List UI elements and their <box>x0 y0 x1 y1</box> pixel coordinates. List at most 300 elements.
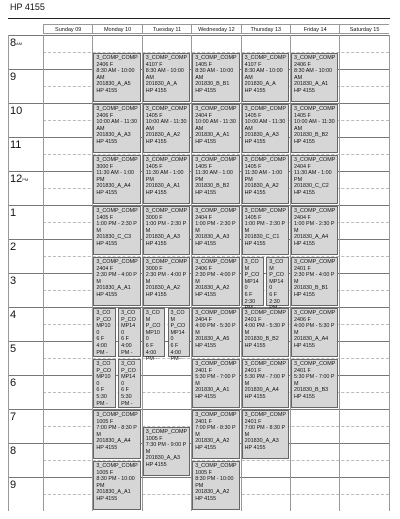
day-header: Monday 10 <box>92 24 141 34</box>
event-text-line: 3_COMP_COMP <box>294 208 336 214</box>
hour-number: 6 <box>10 377 17 389</box>
event-text-line: 201830_A_A3 <box>145 455 180 462</box>
event-text-line: MP140 <box>244 278 259 292</box>
event-text-line: 201830_A_A4 <box>96 183 131 190</box>
event-text-line: 8:30 PM - 10:00 PM <box>96 476 137 489</box>
event-text-line: 2404 F <box>96 265 114 272</box>
hour-line <box>8 35 389 36</box>
event-text-line: 201830_C_C2 <box>294 183 329 190</box>
event-text-line: 6 F <box>244 291 253 298</box>
event-text-line: 3_COMP_COMP <box>294 361 336 367</box>
day-header: Wednesday 12 <box>191 24 240 34</box>
event-text-line: 4:00 <box>121 342 132 349</box>
event-text-line: HP 4155 <box>195 291 217 298</box>
event-text-line: 3_COMP_COMP <box>294 157 336 163</box>
event-text-line: 3_COMP_COMP <box>195 55 237 61</box>
event-text-line: 3_COMP_COMP <box>145 208 188 214</box>
event-text-line: HP 4155 <box>244 189 266 196</box>
event-text-line: MP140 <box>121 374 136 387</box>
day-header: Tuesday 11 <box>142 24 191 34</box>
event-text-line: HP 4155 <box>195 87 217 94</box>
event-text-line: HP 4155 <box>145 87 167 94</box>
event-text-line: HP 4155 <box>195 342 217 349</box>
event-text-line: 10:00 AM - 11:30 AM <box>195 119 238 132</box>
event-text-line: 3_COMP_COMP <box>244 208 286 214</box>
event-text-line: 201830_A_A5 <box>96 81 131 88</box>
hour-label <box>10 344 16 355</box>
calendar-event[interactable] <box>143 104 190 153</box>
event-text-line: 201830_B_B1 <box>294 285 329 292</box>
calendar-event[interactable] <box>93 206 140 255</box>
hour-number: 2 <box>10 241 17 253</box>
calendar-event[interactable] <box>291 104 338 153</box>
calendar-event[interactable] <box>118 308 141 357</box>
event-text-line: 3_COMP_COMP <box>195 412 237 418</box>
calendar-grid <box>8 24 389 513</box>
event-text-line: 8:30 AM - 10:00 AM <box>294 68 334 81</box>
event-text-line: HP 4155 <box>96 444 118 451</box>
event-text-line: 3_CO <box>96 361 111 367</box>
calendar-event[interactable] <box>143 206 190 255</box>
day-header: Thursday 13 <box>241 24 290 34</box>
event-text-line: PM - <box>96 400 108 407</box>
event-text-line: 201830_A_A2 <box>195 285 230 292</box>
event-text-line: 1405 F <box>244 214 262 221</box>
event-text-line: 2406 F <box>294 61 311 68</box>
event-text-line: 4:00 <box>170 349 181 356</box>
calendar-event[interactable] <box>242 308 289 357</box>
calendar-event[interactable] <box>143 53 190 102</box>
event-text-line: PM - <box>170 356 182 363</box>
event-text-line: 201830_B_B3 <box>294 387 329 394</box>
event-text-line: 2406 F <box>96 112 114 119</box>
event-text-line: HP 4155 <box>96 495 118 502</box>
calendar-event[interactable] <box>93 257 140 306</box>
event-text-line: 10:00 AM - 11:30 AM <box>96 119 139 132</box>
hour-number: 1 <box>10 207 17 219</box>
hour-number: 10 <box>10 105 23 117</box>
event-text-line: HP 4155 <box>96 87 118 94</box>
event-text-line: 3_COMP_COMP <box>195 157 237 163</box>
event-text-line: P_CO <box>170 323 186 330</box>
event-text-line: HP 4155 <box>195 138 217 145</box>
event-text-line: 1005 F <box>195 469 212 476</box>
event-text-line: HP 4155 <box>145 189 167 196</box>
event-text-line: 3_COMP_COMP <box>96 55 138 61</box>
event-text-line: 5:30 PM - 7:00 PM <box>244 374 286 387</box>
event-text-line: P_CO <box>96 316 112 323</box>
event-text-line: 3_COMP_COMP <box>244 310 286 316</box>
event-text-line: 201830_A_A2 <box>195 438 230 445</box>
event-text-line: 201830_A_A <box>145 81 177 88</box>
event-text-line: 3_COMP_COMP <box>145 157 188 163</box>
event-text-line: 201830_A_A5 <box>195 336 230 343</box>
calendar-event[interactable] <box>291 308 338 357</box>
event-text-line: 201830_A_A2 <box>244 183 279 190</box>
calendar-event[interactable] <box>291 53 338 102</box>
event-text-line: HP 4155 <box>244 240 266 247</box>
event-text-line: 4:00 <box>145 349 157 356</box>
calendar-event[interactable] <box>291 155 338 204</box>
hour-number: 3 <box>10 275 17 287</box>
event-text-line: 1005 F <box>145 435 163 442</box>
event-text-line: 3_COMP_COMP <box>96 259 138 265</box>
calendar-event[interactable] <box>192 104 239 153</box>
hour-number: 9 <box>10 479 17 491</box>
event-text-line: 3_COM <box>269 259 284 272</box>
event-text-line: 3_CO <box>121 310 136 316</box>
event-text-line: 1405 F <box>244 163 262 170</box>
event-text-line: 3_COMP_COMP <box>294 259 336 265</box>
hour-label <box>10 412 16 423</box>
event-text-line: PM - <box>145 356 158 363</box>
event-text-line: 3_COM <box>145 310 160 323</box>
event-text-line: 8:30 AM - 10:00 AM <box>145 68 186 81</box>
event-text-line: 3_COMP_COMP <box>96 208 138 214</box>
event-text-line: 3_COMP_COMP <box>195 310 237 316</box>
event-text-line: 201830_A_A <box>244 81 276 88</box>
calendar-event[interactable] <box>242 410 289 459</box>
event-text-line: 2401 F <box>244 418 262 425</box>
event-text-line: 201830_A_A2 <box>145 285 180 292</box>
event-text-line: HP 4155 <box>294 138 315 145</box>
calendar-event[interactable] <box>192 359 239 408</box>
hour-label <box>10 378 16 389</box>
event-text-line: 201830_B_B2 <box>244 336 279 343</box>
event-text-line: 1405 F <box>145 163 163 170</box>
event-text-line: 201830_A_A1 <box>195 387 230 394</box>
calendar-event[interactable] <box>242 359 289 408</box>
event-text-line: 2401 F <box>294 367 311 374</box>
event-text-line: 2404 F <box>195 316 212 323</box>
event-text-line: 2401 F <box>195 367 212 374</box>
event-text-line: 4107 F <box>145 61 163 68</box>
event-text-line: HP 4155 <box>244 444 266 451</box>
event-text-line: 1405 F <box>244 112 262 119</box>
hour-number: 9 <box>10 71 17 83</box>
event-text-line: HP 4155 <box>244 393 266 400</box>
event-text-line: HP 4155 <box>294 87 315 94</box>
event-text-line: HP 4155 <box>195 393 217 400</box>
event-text-line: MP100 <box>96 323 111 336</box>
hour-label <box>10 446 16 457</box>
event-text-line: 201830_A_A2 <box>145 132 180 139</box>
event-text-line: 3_COMP_COMP <box>244 106 286 112</box>
hour-label <box>10 174 28 185</box>
event-text-line: 3_COMP_COMP <box>96 412 138 418</box>
event-text-line: HP 4155 <box>145 240 167 247</box>
calendar-event[interactable] <box>143 427 190 476</box>
event-text-line: HP 4155 <box>145 291 167 298</box>
event-text-line: 201830_B_B2 <box>294 132 329 139</box>
hour-label <box>10 106 22 117</box>
calendar-event[interactable] <box>242 206 289 255</box>
event-text-line: 1005 F <box>96 469 114 476</box>
event-text-line: 1:00 PM - 2:30 PM <box>195 221 236 234</box>
event-text-line: 2:30 <box>244 298 256 305</box>
event-text-line: 3_COMP_COMP <box>96 106 138 112</box>
event-text-line: 2:30 PM - 4:00 PM <box>294 272 335 285</box>
hour-number: 8 <box>10 37 17 49</box>
calendar-event[interactable] <box>242 155 289 204</box>
event-text-line: 3000 F <box>145 214 163 221</box>
event-text-line: 2:30 PM - 4:00 PM <box>195 272 236 285</box>
calendar-event[interactable] <box>291 206 338 255</box>
event-text-line: 3_COMP_COMP <box>96 463 138 469</box>
event-text-line: 7:00 PM - 8:30 PM <box>195 425 236 438</box>
event-text-line: HP 4155 <box>195 495 217 502</box>
calendar-event[interactable] <box>192 53 239 102</box>
hour-number: 5 <box>10 343 17 355</box>
event-text-line: 6 F <box>121 336 129 343</box>
event-text-line: 2401 F <box>294 265 311 272</box>
calendar-event[interactable] <box>93 359 116 408</box>
event-text-line: 6 F <box>269 291 278 298</box>
event-text-line: P_CO <box>96 367 112 374</box>
event-text-line: P_CO <box>121 367 136 374</box>
event-text-line: 2404 F <box>294 163 311 170</box>
event-text-line: HP 4155 <box>244 138 266 145</box>
calendar-event[interactable] <box>143 257 190 306</box>
calendar-event[interactable] <box>242 257 265 306</box>
event-text-line: 1:00 PM - 2:30 PM <box>96 221 137 234</box>
calendar-event[interactable] <box>291 257 338 306</box>
event-text-line: 3000 F <box>145 265 163 272</box>
event-text-line: 1405 F <box>294 112 311 119</box>
event-text-line: 201830_A_A3 <box>244 438 279 445</box>
calendar-event[interactable] <box>242 53 289 102</box>
event-text-line: P_CO <box>121 316 136 323</box>
event-text-line: 1:00 PM - 2:30 PM <box>244 221 286 234</box>
event-text-line: 1405 F <box>96 214 114 221</box>
event-text-line: 4:00 PM - 5:30 PM <box>244 323 286 336</box>
event-text-line: 201830_C_C3 <box>96 234 132 241</box>
event-text-line: 7:00 PM - 8:30 PM <box>96 425 137 438</box>
event-text-line: 3_COMP_COMP <box>195 463 237 469</box>
event-text-line: 201830_A_A2 <box>195 489 230 496</box>
event-text-line: 3_COMP_COMP <box>145 55 188 61</box>
event-text-line: P_CO <box>269 272 284 279</box>
event-text-line: 7:30 PM - 9:00 PM <box>145 442 187 455</box>
event-text-line: 2:30 PM - 4:00 PM <box>96 272 137 285</box>
event-text-line: 10:00 AM - 11:30 AM <box>145 119 188 132</box>
event-text-line: 3_COM <box>170 310 185 323</box>
event-text-line: 201830_A_A4 <box>244 387 279 394</box>
event-text-line: 201830_A_A4 <box>294 234 329 241</box>
calendar-event[interactable] <box>192 410 239 459</box>
calendar-event[interactable] <box>93 155 140 204</box>
calendar-event[interactable] <box>242 104 289 153</box>
event-text-line: 3_CO <box>121 361 136 367</box>
event-text-line: HP 4155 <box>294 291 315 298</box>
event-text-line: HP 4155 <box>244 342 266 349</box>
grid-left-border <box>8 35 9 511</box>
event-text-line: 3_COMP_COMP <box>195 259 237 265</box>
calendar-event[interactable] <box>93 461 140 510</box>
event-text-line: 2401 F <box>244 316 262 323</box>
event-text-line: 11:30 AM - 1:00 PM <box>145 170 185 183</box>
event-text-line: 3000 F <box>96 163 114 170</box>
calendar-event[interactable] <box>118 359 141 408</box>
event-text-line: 2406 F <box>96 61 114 68</box>
event-text-line: HP 4155 <box>294 240 315 247</box>
event-text-line: 201830_A_A3 <box>96 132 131 139</box>
event-text-line: 201830_A_A1 <box>145 183 180 190</box>
event-text-line: 5:30 <box>121 393 132 400</box>
event-text-line: 3_COMP_COMP <box>145 259 188 265</box>
hour-number: 8 <box>10 445 17 457</box>
event-text-line: 11:30 AM - 1:00 PM <box>195 170 235 183</box>
event-text-line: 6 F <box>121 387 129 394</box>
event-text-line: 5:30 <box>96 393 107 400</box>
event-text-line: P_CO <box>145 323 161 330</box>
event-text-line: HP 4155 <box>96 138 118 145</box>
event-text-line: 3_COMP_COMP <box>244 55 286 61</box>
calendar-event[interactable] <box>291 359 338 408</box>
event-text-line: 201830_A_A3 <box>195 234 230 241</box>
event-text-line: 3_COMP_COMP <box>244 412 286 418</box>
event-text-line: 2404 F <box>195 112 212 119</box>
calendar-event[interactable] <box>143 155 190 204</box>
event-text-line: 4:00 PM - 5:30 PM <box>195 323 236 336</box>
event-text-line: 2:30 PM - 4:00 PM <box>145 272 187 285</box>
calendar-event[interactable] <box>192 155 239 204</box>
event-text-line: 10:00 AM - 11:30 AM <box>294 119 336 132</box>
day-column-divider <box>43 35 44 511</box>
day-column-divider <box>339 35 340 511</box>
event-text-line: 1405 F <box>195 61 212 68</box>
event-text-line: 3_COMP_COMP <box>294 106 336 112</box>
event-text-line: MP140 <box>121 323 136 336</box>
event-text-line: 3_COMP_COMP <box>294 310 336 316</box>
event-text-line: 1005 F <box>96 418 114 425</box>
event-text-line: 6 F <box>170 342 179 349</box>
event-text-line: 201830_A_A3 <box>244 132 279 139</box>
event-text-line: 1405 F <box>145 112 163 119</box>
event-text-line: 3_COMP_COMP <box>244 361 286 367</box>
event-text-line: 201830_B_B1 <box>195 81 230 88</box>
event-text-line: 7:00 PM - 8:30 PM <box>244 425 286 438</box>
hour-label <box>10 242 16 253</box>
event-text-line: 11:30 AM - 1:00 PM <box>96 170 136 183</box>
event-text-line: 2406 F <box>294 316 311 323</box>
event-text-line: 6 F <box>145 342 154 349</box>
event-text-line: 4:00 PM - 5:30 PM <box>294 323 335 336</box>
hour-suffix: AM <box>16 41 23 46</box>
day-column-divider <box>389 35 390 511</box>
event-text-line: 8:30 PM - 10:00 PM <box>195 476 236 489</box>
event-text-line: 201830_A_A4 <box>96 438 131 445</box>
calendar-event[interactable] <box>192 461 239 510</box>
calendar-event[interactable] <box>93 308 116 357</box>
calendar-event[interactable] <box>192 308 239 357</box>
event-text-line: HP 4155 <box>96 291 118 298</box>
event-text-line: 201830_A_A1 <box>195 132 230 139</box>
event-text-line: MP140 <box>269 278 284 292</box>
title-divider <box>8 18 390 19</box>
event-text-line: HP 4155 <box>145 138 167 145</box>
hour-label <box>10 208 16 219</box>
event-text-line: HP 4155 <box>96 189 118 196</box>
event-text-line: 8:30 AM - 10:00 AM <box>244 68 284 81</box>
calendar-event[interactable] <box>192 206 239 255</box>
event-text-line: 2404 F <box>294 214 311 221</box>
day-header: Sunday 09 <box>43 24 92 34</box>
event-text-line: 6 F <box>96 336 105 343</box>
calendar-event[interactable] <box>93 53 140 102</box>
hour-label <box>10 310 16 321</box>
day-header: Saturday 15 <box>339 24 388 34</box>
hour-number: 4 <box>10 309 17 321</box>
event-text-line: 6 F <box>96 387 105 394</box>
day-header: Friday 14 <box>290 24 339 34</box>
calendar-event[interactable] <box>266 257 289 306</box>
calendar-event[interactable] <box>192 257 239 306</box>
event-text-line: 2406 F <box>195 265 212 272</box>
event-text-line: HP 4155 <box>294 342 315 349</box>
calendar-event[interactable] <box>93 410 140 459</box>
event-text-line: 3_COMP_COMP <box>195 208 237 214</box>
page-title: HP 4155 <box>10 2 45 12</box>
event-text-line: 8:30 AM - 10:00 AM <box>195 68 235 81</box>
calendar-event[interactable] <box>93 104 140 153</box>
hour-number: 7 <box>10 411 17 423</box>
calendar-event[interactable] <box>143 308 166 363</box>
event-text-line: HP 4155 <box>294 393 315 400</box>
event-text-line: P_CO <box>244 272 260 279</box>
event-text-line: HP 4155 <box>195 189 217 196</box>
event-text-line: 3_COMP_COMP <box>96 157 138 163</box>
event-text-line: PM - <box>121 400 133 407</box>
calendar-event[interactable] <box>168 308 191 363</box>
event-text-line: 2401 F <box>195 418 212 425</box>
event-text-line: 1405 F <box>195 163 212 170</box>
event-text-line: HP 4155 <box>96 240 118 247</box>
event-text-line: 5:30 PM - 7:00 PM <box>294 374 335 387</box>
event-text-line: HP 4155 <box>145 461 167 468</box>
event-text-line: 3_COMP_COMP <box>195 361 237 367</box>
event-text-line: 3_COMP_COMP <box>294 55 336 61</box>
event-text-line: 201830_A_A1 <box>96 489 131 496</box>
event-text-line: 3_CO <box>96 310 111 316</box>
event-text-line: PM - <box>96 349 108 356</box>
event-text-line: MP100 <box>145 329 160 343</box>
event-text-line: 201830_B_B2 <box>195 183 230 190</box>
event-text-line: HP 4155 <box>294 189 315 196</box>
event-text-line: 3_COMP_COMP <box>195 106 237 112</box>
event-text-line: MP100 <box>96 374 111 387</box>
event-text-line: 201830_A_A1 <box>294 81 329 88</box>
event-text-line: HP 4155 <box>195 444 217 451</box>
hour-suffix: PM <box>22 177 29 182</box>
event-text-line: 201830_A_A4 <box>294 336 329 343</box>
hour-number: 12 <box>10 173 23 185</box>
event-text-line: 201830_C_C1 <box>244 234 280 241</box>
event-text-line: 3_COM <box>244 259 259 272</box>
hour-label <box>10 480 16 491</box>
event-text-line: 201830_A_A3 <box>145 234 180 241</box>
event-text-line: 3_COMP_COMP <box>145 106 188 112</box>
hour-label <box>10 72 16 83</box>
event-text-line: 1:00 PM - 2:30 PM <box>294 221 335 234</box>
event-text-line: 2:30 <box>269 298 280 305</box>
event-text-line: 10:00 AM - 11:30 AM <box>244 119 287 132</box>
event-text-line: 3_COMP_COMP <box>145 429 188 435</box>
event-text-line: PM - <box>121 349 133 356</box>
event-text-line: 11:30 AM - 1:00 PM <box>294 170 334 183</box>
event-text-line: 11:30 AM - 1:00 PM <box>244 170 284 183</box>
event-text-line: HP 4155 <box>195 240 217 247</box>
